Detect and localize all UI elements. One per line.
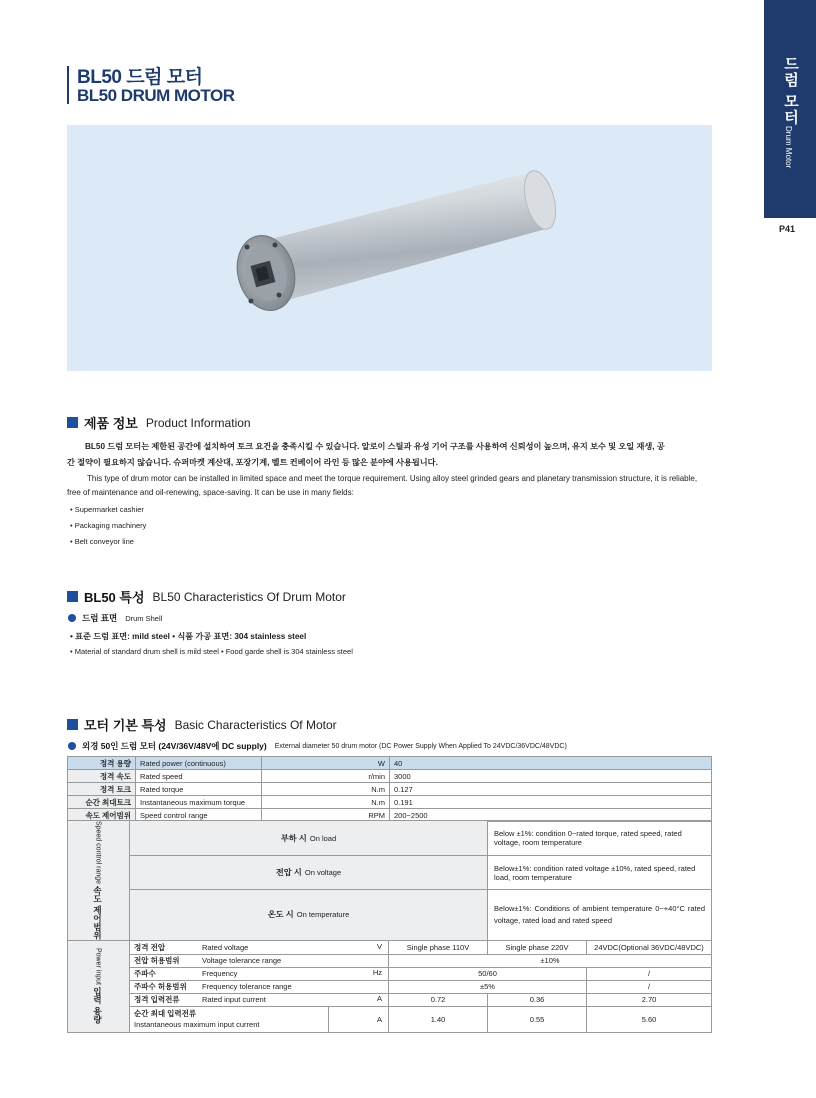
condition-label (130, 890, 488, 940)
table-row (68, 967, 712, 980)
power-input-group-label (68, 940, 130, 1032)
condition-label (130, 856, 488, 890)
row-value: 3000 (390, 770, 712, 783)
condition-korean: 전압 시 (275, 868, 302, 878)
spec-value: 50/60 (389, 967, 587, 980)
drum-shell-english: • Material of standard drum shell is mild steel • Food garde shell is 304 stainless steel (70, 647, 353, 656)
spec-label (130, 980, 389, 993)
spec-label-korean: 전압 허용범위 (134, 956, 180, 966)
side-tab-korean: 드럼 모터 (782, 56, 799, 126)
description-english-line-1: This type of drum motor can be installed in limited space and meet the torque requirement. Using alloy steel grinded gears and planetary transmission structure, it is reliable, (87, 474, 698, 483)
uses-list (70, 502, 146, 550)
motor-heading (67, 715, 337, 734)
condition-label (130, 821, 488, 856)
side-divider (764, 215, 816, 218)
drum-shell-subheading (68, 612, 162, 624)
page-title-korean: BL50 드럼 모터 (77, 67, 203, 88)
spec-unit: A (376, 994, 382, 1004)
bullet-dot-icon (68, 614, 76, 622)
section-title-english: BL50 Characteristics Of Drum Motor (152, 589, 346, 604)
row-value: 200~2500 (390, 809, 712, 822)
group-label-english: Power input (94, 948, 102, 986)
spec-label (130, 940, 389, 954)
section-title-english: Product Information (145, 415, 251, 430)
spec-label-english: Rated input current (202, 995, 266, 1005)
subheading-korean: 드럼 표면 (82, 613, 118, 623)
control-power-table (67, 820, 712, 1033)
list-item: • Belt conveyor line (70, 537, 134, 546)
drum-shell-korean: • 표준 드럼 표면: mild steel • 식품 가공 표면: 304 stainless steel (70, 632, 307, 641)
speed-control-group-label (68, 821, 130, 941)
group-label-korean: 입력 용량 (92, 987, 103, 1024)
row-value: 40 (390, 757, 712, 770)
section-title-english: Basic Characteristics Of Motor (174, 717, 337, 732)
row-unit: r/min (262, 770, 390, 783)
list-item: • Supermarket cashier (70, 505, 144, 514)
spec-label-korean: 정격 전압 (134, 942, 166, 952)
condition-english: On voltage (304, 868, 342, 878)
subheading-english: External diameter 50 drum motor (DC Power Supply When Applied To 24VDC/36VDC/48VDC) (274, 742, 567, 750)
table-row (68, 940, 712, 954)
spec-label (130, 954, 389, 967)
group-label-korean: 속도 제어범위 (92, 886, 103, 940)
spec-unit: V (376, 941, 382, 951)
description-english-line-2: free of maintenance and oil-renewing, space-saving. It can be use in many fields: (67, 488, 354, 497)
subheading-english: Drum Shell (125, 613, 163, 623)
section-marker-icon (67, 719, 78, 730)
title-accent-bar (67, 66, 69, 104)
condition-value: Below ±1%: condition 0~rated torque, rated speed, rated voltage, room temperature (488, 821, 712, 856)
spec-value: ±5% (389, 980, 587, 993)
section-marker-icon (67, 417, 78, 428)
spec-label-english: Frequency tolerance range (202, 982, 292, 992)
condition-value: Below±1%: Conditions of ambient temperature 0~+40°C rated voltage, rated load and rated speed (488, 890, 712, 940)
condition-english: On temperature (296, 910, 350, 920)
group-label-english: Speed control range (94, 821, 102, 885)
row-label-korean: 순간 최대토크 (68, 796, 136, 809)
spec-value: Single phase 110V (389, 940, 488, 954)
spec-label-english: Frequency (202, 969, 238, 979)
spec-value: Single phase 220V (488, 940, 587, 954)
row-value: 0.127 (390, 783, 712, 796)
page-title-english: BL50 DRUM MOTOR (77, 86, 235, 105)
condition-korean: 온도 시 (267, 910, 294, 920)
spec-value: / (587, 967, 712, 980)
spec-value: ±10% (389, 954, 712, 967)
row-unit: N.m (262, 796, 390, 809)
section-title-korean: 모터 기본 특성 (84, 718, 167, 733)
spec-label (130, 1006, 329, 1032)
condition-english: On load (309, 833, 337, 843)
page-number: P41 (779, 224, 796, 234)
spec-unit: Hz (372, 968, 382, 978)
row-label-korean: 정격 토크 (68, 783, 136, 796)
section-marker-icon (67, 591, 78, 602)
spec-label-korean: 주파수 (134, 969, 156, 979)
spec-value: 5.60 (587, 1006, 712, 1032)
spec-value: 0.72 (389, 993, 488, 1006)
spec-label-korean: 주파수 허용범위 (134, 982, 187, 992)
table-row (68, 821, 712, 856)
row-label-english: Rated speed (136, 770, 262, 783)
table-row (68, 783, 712, 796)
motor-subheading (68, 740, 567, 752)
row-unit: W (262, 757, 390, 770)
row-unit: N.m (262, 783, 390, 796)
side-tab-english: Drum Motor (784, 126, 793, 169)
spec-label-korean: 정격 입력전류 (134, 995, 180, 1005)
row-unit: RPM (262, 809, 390, 822)
spec-value: / (587, 980, 712, 993)
condition-value: Below±1%: condition rated voltage ±10%, rated speed, rated load, room temperature (488, 856, 712, 890)
row-value: 0.191 (390, 796, 712, 809)
product-info-heading (67, 413, 251, 432)
row-label-korean: 정격 용량 (68, 757, 136, 770)
table-row (68, 890, 712, 940)
table-row (68, 770, 712, 783)
spec-value: 2.70 (587, 993, 712, 1006)
spec-label (130, 993, 389, 1006)
table-row (68, 856, 712, 890)
subheading-korean: 외경 50인 드럼 모터 (24V/36V/48V에 DC supply) (82, 741, 267, 751)
spec-label-english: Voltage tolerance range (202, 956, 282, 966)
spec-label (130, 967, 389, 980)
description-korean-line-2: 간 절약이 필요하지 않습니다. 슈퍼마켓 계산대, 포장기계, 벨트 컨베이어 라인 등 많은 분야에 사용됩니다. (67, 458, 438, 467)
table-row (68, 993, 712, 1006)
spec-value: 24VDC(Optional 36VDC/48VDC) (587, 940, 712, 954)
spec-label-english: Instantaneous maximum input current (134, 1020, 260, 1030)
spec-label-english: Rated voltage (202, 942, 249, 952)
product-photo (67, 125, 712, 371)
side-tab (764, 0, 816, 215)
table-row (68, 954, 712, 967)
basic-spec-table (67, 756, 712, 822)
section-title-korean: BL50 특성 (84, 590, 145, 605)
section-title-korean: 제품 정보 (84, 416, 138, 431)
row-label-english: Speed control range (136, 809, 262, 822)
row-label-korean: 정격 속도 (68, 770, 136, 783)
condition-korean: 부하 시 (280, 833, 307, 843)
table-row (68, 757, 712, 770)
spec-unit: A (329, 1006, 389, 1032)
description-korean-line-1: BL50 드럼 모터는 제한된 공간에 설치하여 토크 요건을 충족시킬 수 있습니다. 알로이 스틸과 유성 기어 구조를 사용하여 신뢰성이 높으며, 유지 보수 및 오일 재생, 공 (85, 442, 665, 451)
table-row (68, 796, 712, 809)
spec-value: 0.55 (488, 1006, 587, 1032)
spec-value: 0.36 (488, 993, 587, 1006)
row-label-english: Rated torque (136, 783, 262, 796)
drum-motor-illustration (67, 125, 712, 371)
row-label-korean: 속도 제어범위 (68, 809, 136, 822)
spec-value: 1.40 (389, 1006, 488, 1032)
spec-label-korean: 순간 최대 입력전류 (134, 1009, 197, 1019)
bullet-dot-icon (68, 742, 76, 750)
table-row (68, 980, 712, 993)
characteristics-heading (67, 587, 346, 606)
row-label-english: Rated power (continuous) (136, 757, 262, 770)
table-row (68, 1006, 712, 1032)
row-label-english: Instantaneous maximum torque (136, 796, 262, 809)
list-item: • Packaging machinery (70, 521, 147, 530)
